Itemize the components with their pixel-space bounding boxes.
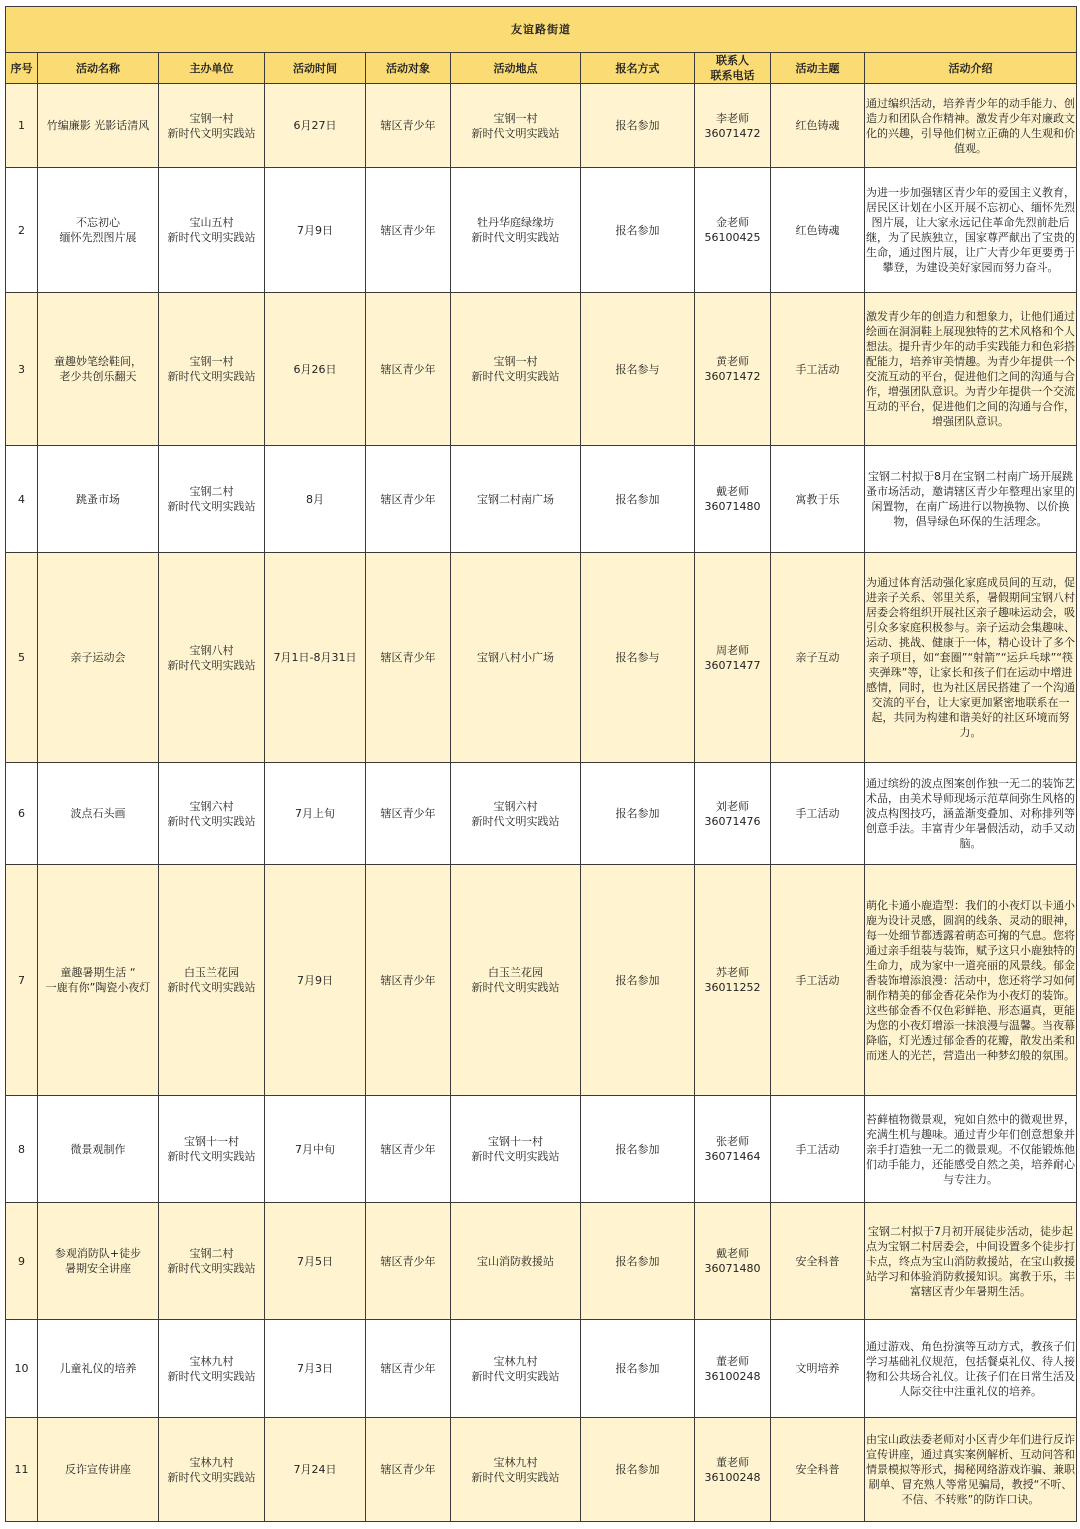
cell-place: 宝钢十一村 新时代文明实践站 xyxy=(451,1096,581,1203)
cell-target: 辖区青少年 xyxy=(366,1320,451,1418)
cell-no: 3 xyxy=(6,293,38,446)
cell-intro: 宝钢二村拟于7月初开展徒步活动，徒步起点为宝钢二村居委会，中间设置多个徒步打卡点，终点为宝山消防救援站，在宝山救援站学习和体验消防救援知识。寓教于乐，丰富辖区青少年暑期生活。 xyxy=(865,1203,1077,1320)
cell-place: 宝钢八村小广场 xyxy=(451,553,581,763)
table-title: 友谊路街道 xyxy=(6,7,1077,53)
cell-signup: 报名参加 xyxy=(581,84,695,168)
header-row xyxy=(6,53,1077,84)
header-name: 活动名称 xyxy=(38,53,159,84)
cell-host: 宝钢二村 新时代文明实践站 xyxy=(159,446,265,553)
table-row xyxy=(6,1203,1077,1320)
cell-time: 8月 xyxy=(265,446,366,553)
cell-time: 7月24日 xyxy=(265,1418,366,1522)
cell-contact: 董老师 36100248 xyxy=(695,1320,771,1418)
table-row xyxy=(6,1418,1077,1522)
cell-contact: 戴老师 36071480 xyxy=(695,446,771,553)
table-row xyxy=(6,293,1077,446)
cell-contact: 刘老师 36071476 xyxy=(695,763,771,865)
cell-signup: 报名参加 xyxy=(581,1418,695,1522)
cell-target: 辖区青少年 xyxy=(366,865,451,1096)
cell-time: 7月3日 xyxy=(265,1320,366,1418)
cell-no: 1 xyxy=(6,84,38,168)
cell-contact: 金老师 56100425 xyxy=(695,168,771,293)
cell-host: 宝钢六村 新时代文明实践站 xyxy=(159,763,265,865)
cell-time: 6月26日 xyxy=(265,293,366,446)
table-row xyxy=(6,763,1077,865)
table-row xyxy=(6,1320,1077,1418)
header-target: 活动对象 xyxy=(366,53,451,84)
header-host: 主办单位 xyxy=(159,53,265,84)
cell-target: 辖区青少年 xyxy=(366,1203,451,1320)
cell-name: 童趣妙笔绘鞋间， 老少共创乐翻天 xyxy=(38,293,159,446)
cell-target: 辖区青少年 xyxy=(366,553,451,763)
cell-theme: 手工活动 xyxy=(771,1096,865,1203)
cell-contact: 李老师 36071472 xyxy=(695,84,771,168)
cell-host: 宝钢十一村 新时代文明实践站 xyxy=(159,1096,265,1203)
cell-host: 白玉兰花园 新时代文明实践站 xyxy=(159,865,265,1096)
cell-theme: 安全科普 xyxy=(771,1203,865,1320)
cell-no: 5 xyxy=(6,553,38,763)
header-theme: 活动主题 xyxy=(771,53,865,84)
cell-host: 宝林九村 新时代文明实践站 xyxy=(159,1418,265,1522)
cell-name: 跳蚤市场 xyxy=(38,446,159,553)
cell-host: 宝钢二村 新时代文明实践站 xyxy=(159,1203,265,1320)
cell-place: 白玉兰花园 新时代文明实践站 xyxy=(451,865,581,1096)
cell-theme: 手工活动 xyxy=(771,293,865,446)
cell-place: 宝林九村 新时代文明实践站 xyxy=(451,1418,581,1522)
cell-theme: 寓教于乐 xyxy=(771,446,865,553)
cell-no: 8 xyxy=(6,1096,38,1203)
cell-intro: 激发青少年的创造力和想象力，让他们通过绘画在洞洞鞋上展现独特的艺术风格和个人想法。提升青少年的动手实践能力和色彩搭配能力，培养审美情趣。为青少年提供一个交流互动的平台，促进他们之间的沟通与合作，增强团队意识。为青少年提供一个交流互动的平台，促进他们之间的沟通与合作，增强团队意识。 xyxy=(865,293,1077,446)
table-row xyxy=(6,168,1077,293)
cell-no: 4 xyxy=(6,446,38,553)
cell-name: 不忘初心 缅怀先烈图片展 xyxy=(38,168,159,293)
cell-signup: 报名参加 xyxy=(581,1096,695,1203)
cell-name: 竹编廉影 光影话清风 xyxy=(38,84,159,168)
cell-contact: 苏老师 36011252 xyxy=(695,865,771,1096)
table-row xyxy=(6,553,1077,763)
cell-intro: 为进一步加强辖区青少年的爱国主义教育，居民区计划在小区开展不忘初心、缅怀先烈图片展，让大家永远记住革命先烈前赴后继，为了民族独立，国家尊严献出了宝贵的生命，通过图片展，让广大青少年更要勇于攀登，为建设美好家园而努力奋斗。 xyxy=(865,168,1077,293)
cell-signup: 报名参加 xyxy=(581,446,695,553)
cell-host: 宝钢一村 新时代文明实践站 xyxy=(159,293,265,446)
cell-theme: 红色铸魂 xyxy=(771,84,865,168)
cell-intro: 宝钢二村拟于8月在宝钢二村南广场开展跳蚤市场活动，邀请辖区青少年整理出家里的闲置物，在南广场进行以物换物、以价换物，倡导绿色环保的生活理念。 xyxy=(865,446,1077,553)
cell-time: 7月上旬 xyxy=(265,763,366,865)
header-no: 序号 xyxy=(6,53,38,84)
cell-intro: 为通过体育活动强化家庭成员间的互动，促进亲子关系、邻里关系，暑假期间宝钢八村居委会将组织开展社区亲子趣味运动会，吸引众多家庭积极参与。亲子运动会集趣味、运动、挑战、健康于一体，精心设计了多个亲子项目，如“套圈”“射箭”“运乒乓球”“筷夹弹珠”等，让家长和孩子们在运动中增进感情，同时，也为社区居民搭建了一个沟通交流的平台，让大家更加紧密地联系在一起，共同为构建和谐美好的社区环境而努力。 xyxy=(865,553,1077,763)
cell-contact: 董老师 36100248 xyxy=(695,1418,771,1522)
cell-time: 6月27日 xyxy=(265,84,366,168)
activity-table xyxy=(5,6,1077,1522)
cell-name: 波点石头画 xyxy=(38,763,159,865)
cell-signup: 报名参加 xyxy=(581,865,695,1096)
header-place: 活动地点 xyxy=(451,53,581,84)
cell-host: 宝钢一村 新时代文明实践站 xyxy=(159,84,265,168)
cell-target: 辖区青少年 xyxy=(366,1418,451,1522)
cell-name: 微景观制作 xyxy=(38,1096,159,1203)
cell-place: 牡丹华庭绿缘坊 新时代文明实践站 xyxy=(451,168,581,293)
header-time: 活动时间 xyxy=(265,53,366,84)
header-intro: 活动介绍 xyxy=(865,53,1077,84)
cell-no: 7 xyxy=(6,865,38,1096)
cell-theme: 安全科普 xyxy=(771,1418,865,1522)
cell-theme: 文明培养 xyxy=(771,1320,865,1418)
cell-no: 9 xyxy=(6,1203,38,1320)
cell-theme: 红色铸魂 xyxy=(771,168,865,293)
cell-no: 11 xyxy=(6,1418,38,1522)
cell-name: 童趣暑期生活 “ 一鹿有你”陶瓷小夜灯 xyxy=(38,865,159,1096)
cell-target: 辖区青少年 xyxy=(366,446,451,553)
cell-theme: 手工活动 xyxy=(771,865,865,1096)
cell-signup: 报名参加 xyxy=(581,1203,695,1320)
cell-place: 宝钢二村南广场 xyxy=(451,446,581,553)
cell-contact: 黄老师 36071472 xyxy=(695,293,771,446)
cell-signup: 报名参加 xyxy=(581,763,695,865)
cell-name: 参观消防队+徒步 暑期安全讲座 xyxy=(38,1203,159,1320)
cell-place: 宝钢一村 新时代文明实践站 xyxy=(451,293,581,446)
cell-time: 7月9日 xyxy=(265,865,366,1096)
cell-time: 7月5日 xyxy=(265,1203,366,1320)
cell-host: 宝山五村 新时代文明实践站 xyxy=(159,168,265,293)
cell-intro: 由宝山政法委老师对小区青少年们进行反诈宣传讲座，通过真实案例解析、互动问答和情景模拟等形式，揭秘网络游戏诈骗、兼职刷单、冒充熟人等常见骗局，教授“不听、不信、不转账”的防诈口诀。 xyxy=(865,1418,1077,1522)
cell-name: 反诈宣传讲座 xyxy=(38,1418,159,1522)
cell-contact: 张老师 36071464 xyxy=(695,1096,771,1203)
cell-target: 辖区青少年 xyxy=(366,168,451,293)
header-signup: 报名方式 xyxy=(581,53,695,84)
header-contact: 联系人 联系电话 xyxy=(695,53,771,84)
table-row xyxy=(6,446,1077,553)
cell-contact: 周老师 36071477 xyxy=(695,553,771,763)
cell-signup: 报名参与 xyxy=(581,553,695,763)
cell-signup: 报名参加 xyxy=(581,168,695,293)
cell-place: 宝林九村 新时代文明实践站 xyxy=(451,1320,581,1418)
cell-time: 7月9日 xyxy=(265,168,366,293)
cell-intro: 通过编织活动，培养青少年的动手能力、创造力和团队合作精神。激发青少年对廉政文化的兴趣，引导他们树立正确的人生观和价值观。 xyxy=(865,84,1077,168)
cell-signup: 报名参与 xyxy=(581,293,695,446)
cell-signup: 报名参加 xyxy=(581,1320,695,1418)
table-row xyxy=(6,865,1077,1096)
cell-target: 辖区青少年 xyxy=(366,1096,451,1203)
cell-intro: 通过游戏、角色扮演等互动方式，教孩子们学习基础礼仪规范，包括餐桌礼仪、待人接物和公共场合礼仪。让孩子们在日常生活及人际交往中注重礼仪的培养。 xyxy=(865,1320,1077,1418)
cell-contact: 戴老师 36071480 xyxy=(695,1203,771,1320)
cell-intro: 通过缤纷的波点图案创作独一无二的装饰艺术品，由美术导师现场示范草间弥生风格的波点构图技巧，涵盖渐变叠加、对称排列等创意手法。丰富青少年暑假活动，动手又动脑。 xyxy=(865,763,1077,865)
cell-place: 宝山消防救援站 xyxy=(451,1203,581,1320)
cell-no: 6 xyxy=(6,763,38,865)
cell-target: 辖区青少年 xyxy=(366,84,451,168)
cell-intro: 萌化卡通小鹿造型：我们的小夜灯以卡通小鹿为设计灵感，圆润的线条、灵动的眼神，每一处细节都透露着萌态可掬的气息。您将通过亲手组装与装饰，赋予这只小鹿独特的生命力，成为家中一道亮丽的风景线。郁金香装饰增添浪漫：活动中，您还将学习如何制作精美的郁金香花朵作为小夜灯的装饰。这些郁金香不仅色彩鲜艳、形态逼真，更能为您的小夜灯增添一抹浪漫与温馨。当夜幕降临，灯光透过郁金香的花瓣，散发出柔和而迷人的光芒，营造出一种梦幻般的氛围。 xyxy=(865,865,1077,1096)
table-row xyxy=(6,1096,1077,1203)
cell-host: 宝钢八村 新时代文明实践站 xyxy=(159,553,265,763)
cell-intro: 苔藓植物微景观，宛如自然中的微观世界，充满生机与趣味。通过青少年们创意想象并亲手打造独一无二的微景观。不仅能锻炼他们动手能力，还能感受自然之美，培养耐心与专注力。 xyxy=(865,1096,1077,1203)
cell-name: 亲子运动会 xyxy=(38,553,159,763)
cell-name: 儿童礼仪的培养 xyxy=(38,1320,159,1418)
cell-no: 10 xyxy=(6,1320,38,1418)
cell-no: 2 xyxy=(6,168,38,293)
cell-place: 宝钢六村 新时代文明实践站 xyxy=(451,763,581,865)
cell-target: 辖区青少年 xyxy=(366,763,451,865)
cell-theme: 亲子互动 xyxy=(771,553,865,763)
cell-theme: 手工活动 xyxy=(771,763,865,865)
table-row xyxy=(6,84,1077,168)
cell-target: 辖区青少年 xyxy=(366,293,451,446)
cell-time: 7月1日-8月31日 xyxy=(265,553,366,763)
cell-host: 宝林九村 新时代文明实践站 xyxy=(159,1320,265,1418)
cell-place: 宝钢一村 新时代文明实践站 xyxy=(451,84,581,168)
cell-time: 7月中旬 xyxy=(265,1096,366,1203)
